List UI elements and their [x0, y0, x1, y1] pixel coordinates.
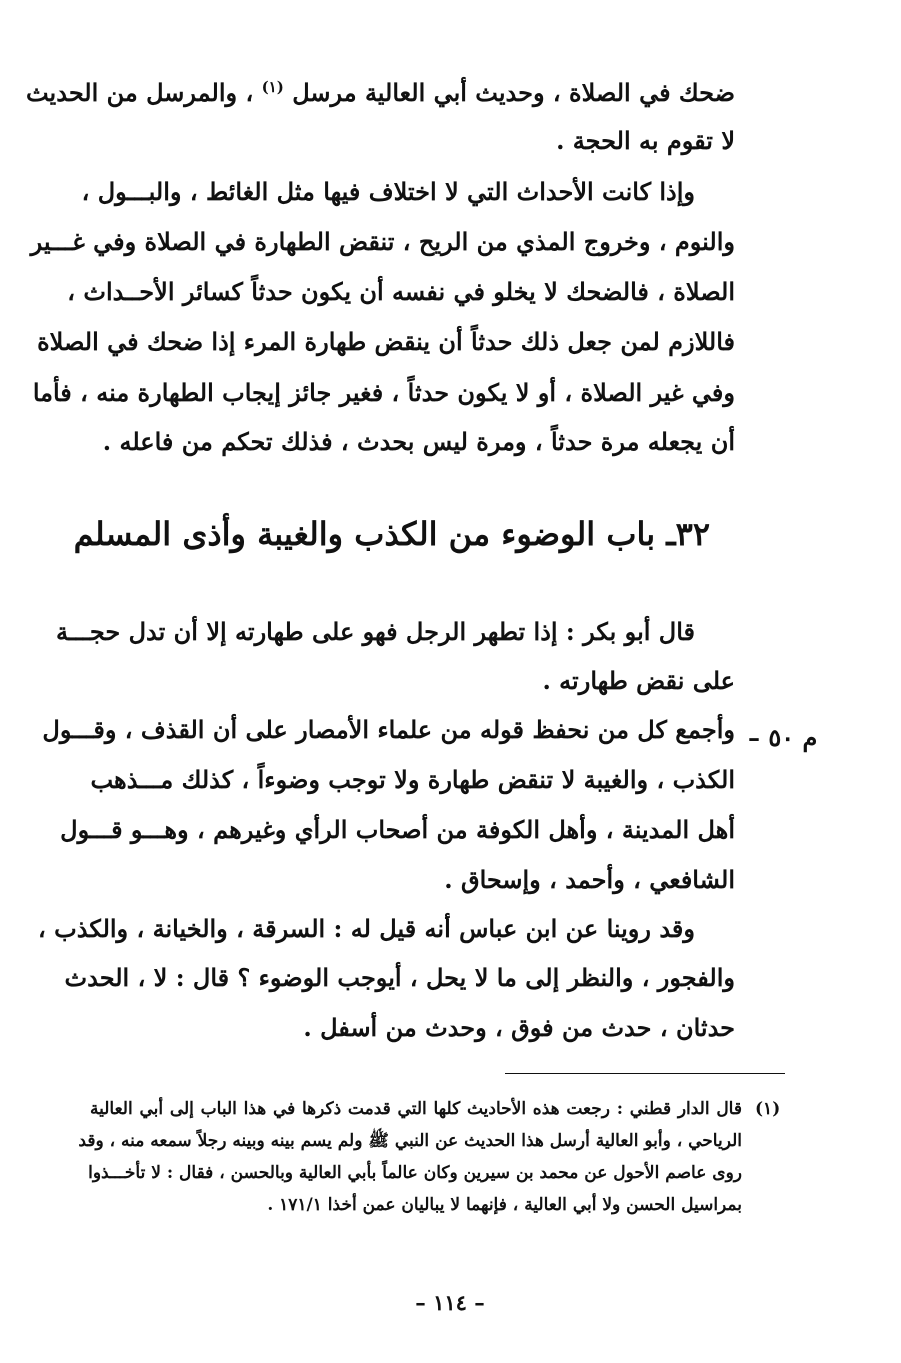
issue-marker: م ٥٠ – [748, 723, 818, 752]
body-line: والنوم ، وخروج المذي من الريح ، تنقض الطهارة في الصلاة وفي غـــير [30, 227, 735, 256]
section-heading: ٣٢ـ باب الوضوء من الكذب والغيبة وأذى المسلم [73, 515, 710, 553]
body-line: على نقض طهارته . [542, 666, 735, 695]
body-line [25, 73, 735, 113]
body-text: ضحك في الصلاة ، وحديث أبي العالية مرسل [292, 78, 735, 107]
body-line: وأجمع كل من نحفظ قوله من علماء الأمصار على أن القذف ، وقـــول [42, 715, 735, 744]
footnote-reference[interactable]: (١) [261, 78, 284, 96]
body-line: والفجور ، والنظر إلى ما لا يحل ، أيوجب الوضوء ؟ قال : لا ، الحدث [64, 963, 735, 992]
body-line: قال أبو بكر : إذا تطهر الرجل فهو على طهارته إلا أن تدل حجـــة [55, 617, 695, 646]
body-line: الصلاة ، فالضحك لا يخلو في نفسه أن يكون حدثاً كسائر الأحــداث ، [67, 277, 735, 306]
body-line: الكذب ، والغيبة لا تنقض طهارة ولا توجب وضوءاً ، كذلك مـــذهب [90, 765, 735, 794]
body-text: ، والمرسل من الحديث [25, 78, 254, 107]
footnote-line: بمراسيل الحسن ولا أبي العالية ، فإنهما لا يباليان عمن أخذا ١٧١/١ . [267, 1195, 742, 1215]
footnote-line: روى عاصم الأحول عن محمد بن سيرين وكان عالماً بأبي العالية وبالحسن ، فقال : لا تأخـــذوا [88, 1163, 742, 1183]
body-line: وقد روينا عن ابن عباس أنه قيل له : السرقة ، والخيانة ، والكذب ، [38, 914, 695, 943]
footnote-line: قال الدار قطني : رجعت هذه الأحاديث كلها التي قدمت ذكرها في هذا الباب إلى أبي العالية [90, 1099, 742, 1119]
footnote-number: (١) [755, 1099, 781, 1119]
body-line: أن يجعله مرة حدثاً ، ومرة ليس بحدث ، فذلك تحكم من فاعله . [102, 427, 735, 456]
body-line: فاللازم لمن جعل ذلك حدثاً أن ينقض طهارة المرء إذا ضحك في الصلاة [37, 327, 735, 356]
footnote-separator [505, 1073, 785, 1074]
body-line: أهل المدينة ، وأهل الكوفة من أصحاب الرأي وغيرهم ، وهـــو قـــول [60, 815, 735, 844]
body-line: لا تقوم به الحجة . [556, 126, 735, 155]
footnote-line: الرياحي ، وأبو العالية أرسل هذا الحديث عن النبي ﷺ ولم يسم بينه وبينه رجلاً سمعه منه ، وقد [78, 1131, 742, 1151]
body-line: وإذا كانت الأحداث التي لا اختلاف فيها مثل الغائط ، والبـــول ، [81, 177, 695, 206]
body-line: الشافعي ، وأحمد ، وإسحاق . [444, 865, 735, 894]
page-number: – ١١٤ – [415, 1290, 485, 1315]
body-line: وفي غير الصلاة ، أو لا يكون حدثاً ، فغير جائز إيجاب الطهارة منه ، فأما [32, 378, 735, 407]
body-line: حدثان ، حدث من فوق ، وحدث من أسفل . [303, 1013, 735, 1042]
